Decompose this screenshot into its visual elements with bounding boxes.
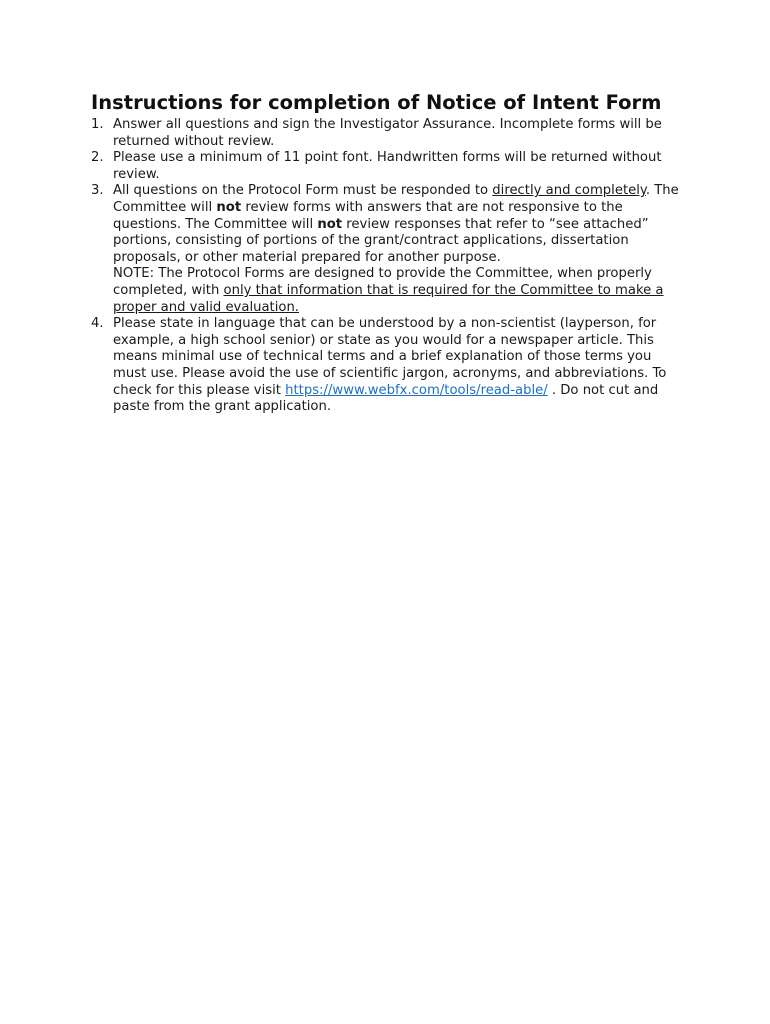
bold-text: not <box>216 199 242 215</box>
document-page <box>91 90 686 416</box>
item-number: 4. <box>91 316 104 332</box>
item-text: . Do not cut and paste from the grant application. <box>113 382 659 415</box>
list-item-3 <box>91 183 686 316</box>
item-number: 2. <box>91 150 104 166</box>
bold-text: not <box>317 216 343 232</box>
item-text: Please use a minimum of 11 point font. Handwritten forms will be returned without review. <box>113 150 662 182</box>
item-text: All questions on the Protocol Form must be responded to <box>113 183 493 199</box>
item-text: Answer all questions and sign the Investigator Assurance. Incomplete forms will be returned without review. <box>113 117 662 149</box>
underlined-text: directly and completely <box>492 183 646 199</box>
item-text: review responses that refer to “see attached” portions, consisting of portions of the grant/contract applications, dissertation proposals, or other material prepared for another purpose. <box>113 216 649 265</box>
item-text: review forms with answers that are not responsive to the questions. The Committee will <box>113 199 623 232</box>
item-text: Please state in language that can be understood by a non-scientist (layperson, for example, a high school senior) or state as you would for a newspaper article. This means minimal use of technical terms and a brief explanation of those terms you must use. Please avoid the use of scientific jargon, acronyms, and abbreviations. To check for this please visit <box>113 316 667 398</box>
list-item-2 <box>91 150 686 183</box>
note-underlined-text: only that information that is required for the Committee to make a proper and valid evaluation. <box>113 282 664 315</box>
list-item-1 <box>91 117 686 150</box>
item-number: 1. <box>91 117 104 132</box>
page-title: Instructions for completion of Notice of Intent Form <box>91 91 662 114</box>
item-number: 3. <box>91 183 104 199</box>
list-item-4 <box>91 316 686 416</box>
instructions-list <box>91 117 686 416</box>
item-text: . The Committee will <box>113 183 679 215</box>
readability-link[interactable]: https://www.webfx.com/tools/read-able/ <box>285 382 548 398</box>
note-text: NOTE: The Protocol Forms are designed to provide the Committee, when properly completed, with <box>113 266 652 298</box>
